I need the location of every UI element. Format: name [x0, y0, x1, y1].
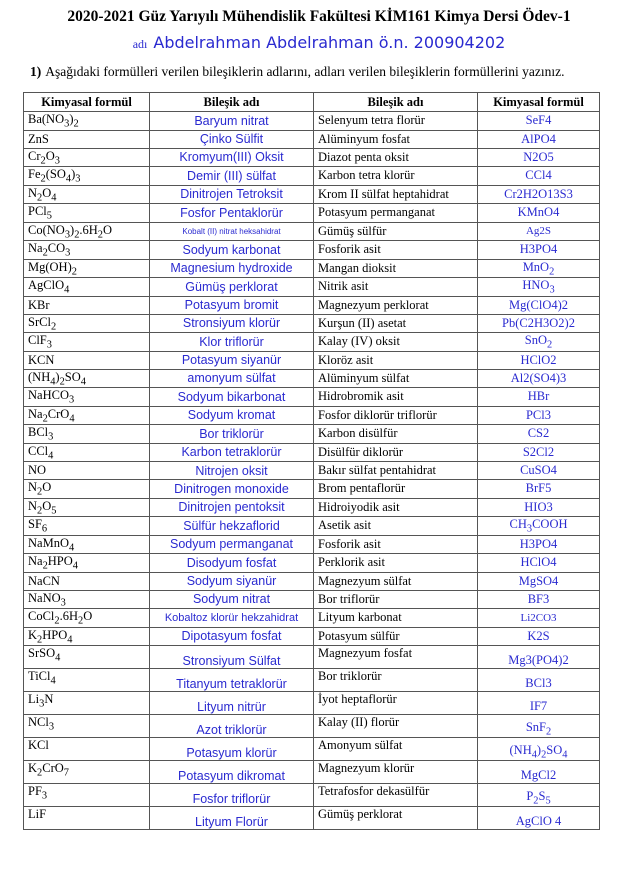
answer-formula-cell: HIO3 [478, 498, 600, 517]
answer-formula-cell: HClO2 [478, 351, 600, 369]
given-name-cell: Fosforik asit [314, 535, 478, 554]
answer-formula-cell: CuSO4 [478, 462, 600, 480]
table-row [24, 259, 600, 278]
compound-table [23, 92, 600, 830]
given-name-cell: Kurşun (II) asetat [314, 314, 478, 333]
given-formula-cell: $(NH_4)_2SO_4$ [24, 369, 150, 388]
table-row [24, 425, 600, 444]
given-name-cell: Karbon disülfür [314, 425, 478, 444]
given-formula-cell: NO [24, 462, 150, 480]
given-name-cell: Mangan dioksit [314, 259, 478, 278]
answer-name-cell: Karbon tetraklorür [150, 443, 314, 462]
given-name-cell: Lityum karbonat [314, 609, 478, 628]
answer-name-cell: Dinitrogen monoxide [150, 480, 314, 499]
table-row [24, 222, 600, 241]
given-name-cell: Brom pentaflorür [314, 480, 478, 499]
answer-name-cell: Klor triflorür [150, 333, 314, 352]
answer-formula-cell: PCl3 [478, 406, 600, 425]
answer-name-cell: Baryum nitrat [150, 112, 314, 131]
given-formula-cell: $N_2O_5$ [24, 498, 150, 517]
student-name-line [0, 33, 638, 52]
given-formula-cell: AgClO$_4$ [24, 278, 150, 297]
table-row [24, 807, 600, 830]
answer-formula-cell: S2Cl2 [478, 443, 600, 462]
given-name-cell: Hidroiyodik asit [314, 498, 478, 517]
answer-name-cell: Lityum Florür [150, 807, 314, 830]
answer-name-cell: Çinko Sülfit [150, 130, 314, 148]
given-name-cell: Tetrafosfor dekasülfür [314, 784, 478, 807]
table-row [24, 241, 600, 260]
name-prefix: adı [132, 37, 148, 51]
answer-formula-cell: Li2CO3 [478, 609, 600, 628]
answer-name-cell: Demir (III) sülfat [150, 167, 314, 186]
given-formula-cell: $Li_3N$ [24, 692, 150, 715]
given-name-cell: Bor triflorür [314, 590, 478, 609]
table-row [24, 369, 600, 388]
answer-name-cell: Kobalt (II) nitrat heksahidrat [150, 222, 314, 241]
given-formula-cell: $N_2O_4$ [24, 185, 150, 204]
given-formula-cell: KCl [24, 738, 150, 761]
table-header-row [24, 93, 600, 112]
given-formula-cell: ClF$_3$ [24, 333, 150, 352]
answer-formula-cell: K2S [478, 627, 600, 646]
answer-formula-cell: $P_2S_5$ [478, 784, 600, 807]
answer-formula-cell: Mg3(PO4)2 [478, 646, 600, 669]
answer-name-cell: Sodyum kromat [150, 406, 314, 425]
given-name-cell: Potasyum permanganat [314, 204, 478, 223]
answer-formula-cell: $CH_3COOH$ [478, 517, 600, 536]
answer-formula-cell: Cr2H2O13S3 [478, 185, 600, 204]
given-formula-cell: PCl$_5$ [24, 204, 150, 223]
answer-formula-cell: MgCl2 [478, 761, 600, 784]
answer-name-cell: Lityum nitrür [150, 692, 314, 715]
table-row [24, 351, 600, 369]
given-name-cell: Gümüş sülfür [314, 222, 478, 241]
given-name-cell: Magnezyum sülfat [314, 572, 478, 590]
given-formula-cell: $Fe_2(SO_4)_3$ [24, 167, 150, 186]
table-row [24, 692, 600, 715]
answer-formula-cell: CCl4 [478, 167, 600, 186]
given-name-cell: Krom II sülfat heptahidrat [314, 185, 478, 204]
header-formula-2: Kimyasal formül [478, 93, 600, 112]
answer-name-cell: Azot triklorür [150, 715, 314, 738]
given-name-cell: Gümüş perklorat [314, 807, 478, 830]
answer-formula-cell: MgSO4 [478, 572, 600, 590]
given-formula-cell: $K_2HPO_4$ [24, 627, 150, 646]
answer-formula-cell: HBr [478, 388, 600, 407]
given-formula-cell: NCl$_3$ [24, 715, 150, 738]
answer-name-cell: Potasyum dikromat [150, 761, 314, 784]
answer-name-cell: Sodyum siyanür [150, 572, 314, 590]
answer-formula-cell: SnO$_2$ [478, 333, 600, 352]
given-name-cell: Magnezyum klorür [314, 761, 478, 784]
header-name-2: Bileşik adı [314, 93, 478, 112]
given-formula-cell: NaCN [24, 572, 150, 590]
given-name-cell: Potasyum sülfür [314, 627, 478, 646]
given-formula-cell: $K_2CrO_7$ [24, 761, 150, 784]
answer-formula-cell: BrF5 [478, 480, 600, 499]
answer-name-cell: Potasyum klorür [150, 738, 314, 761]
answer-name-cell: Potasyum bromit [150, 296, 314, 314]
question-number: 1) [30, 64, 42, 79]
table-row [24, 627, 600, 646]
header-name-1: Bileşik adı [150, 93, 314, 112]
given-name-cell: Magnezyum perklorat [314, 296, 478, 314]
table-row [24, 715, 600, 738]
table-row [24, 112, 600, 131]
answer-name-cell: Fosfor triflorür [150, 784, 314, 807]
given-name-cell: Asetik asit [314, 517, 478, 536]
table-row [24, 388, 600, 407]
answer-name-cell: Sülfür hekzaflorid [150, 517, 314, 536]
answer-formula-cell: Al2(SO4)3 [478, 369, 600, 388]
table-row [24, 669, 600, 692]
given-formula-cell: CCl$_4$ [24, 443, 150, 462]
answer-formula-cell: BCl3 [478, 669, 600, 692]
table-row [24, 590, 600, 609]
student-name: Abdelrahman Abdelrahman ö.n. 200904202 [153, 33, 506, 52]
answer-name-cell: Stronsiyum Sülfat [150, 646, 314, 669]
table-row [24, 314, 600, 333]
given-formula-cell: TiCl$_4$ [24, 669, 150, 692]
table-row [24, 609, 600, 628]
answer-name-cell: Dinitrojen pentoksit [150, 498, 314, 517]
given-name-cell: Fosfor diklorür triflorür [314, 406, 478, 425]
given-name-cell: Fosforik asit [314, 241, 478, 260]
given-name-cell: İyot heptaflorür [314, 692, 478, 715]
answer-formula-cell: H3PO4 [478, 241, 600, 260]
answer-formula-cell: AlPO4 [478, 130, 600, 148]
given-name-cell: Disülfür diklorür [314, 443, 478, 462]
table-row [24, 443, 600, 462]
given-formula-cell: $Co(NO_3)_2.6H_2O$ [24, 222, 150, 241]
answer-name-cell: Sodyum nitrat [150, 590, 314, 609]
given-formula-cell: KBr [24, 296, 150, 314]
answer-name-cell: Sodyum permanganat [150, 535, 314, 554]
answer-name-cell: Gümüş perklorat [150, 278, 314, 297]
answer-name-cell: amonyum sülfat [150, 369, 314, 388]
header-formula-1: Kimyasal formül [24, 93, 150, 112]
table-row [24, 535, 600, 554]
table-row [24, 406, 600, 425]
answer-name-cell: Kromyum(III) Oksit [150, 148, 314, 167]
answer-name-cell: Magnesium hydroxide [150, 259, 314, 278]
given-formula-cell: $CoCl_2.6H_2O$ [24, 609, 150, 628]
given-name-cell: Kloröz asit [314, 351, 478, 369]
answer-name-cell: Sodyum bikarbonat [150, 388, 314, 407]
answer-formula-cell: BF3 [478, 590, 600, 609]
given-formula-cell: $N_2O$ [24, 480, 150, 499]
answer-name-cell: Sodyum karbonat [150, 241, 314, 260]
answer-name-cell: Titanyum tetraklorür [150, 669, 314, 692]
answer-formula-cell: MnO$_2$ [478, 259, 600, 278]
given-name-cell: Amonyum sülfat [314, 738, 478, 761]
given-name-cell: Diazot penta oksit [314, 148, 478, 167]
table-row [24, 784, 600, 807]
given-formula-cell: $Ba(NO_3)_2$ [24, 112, 150, 131]
answer-formula-cell: $HNO_3$ [478, 278, 600, 297]
given-name-cell: Perklorik asit [314, 554, 478, 573]
given-formula-cell: KCN [24, 351, 150, 369]
given-formula-cell: NaMnO$_4$ [24, 535, 150, 554]
given-formula-cell: $SF_6$ [24, 517, 150, 536]
given-name-cell: Bor triklorür [314, 669, 478, 692]
given-name-cell: Nitrik asit [314, 278, 478, 297]
given-formula-cell: LiF [24, 807, 150, 830]
question-text: Aşağıdaki formülleri verilen bileşiklerin adlarını, adları verilen bileşiklerin formüllerini yazınız. [45, 64, 565, 79]
answer-formula-cell: SeF4 [478, 112, 600, 131]
answer-formula-cell: CS2 [478, 425, 600, 444]
table-row [24, 517, 600, 536]
given-formula-cell: $Na_2CrO_4$ [24, 406, 150, 425]
answer-formula-cell: HClO4 [478, 554, 600, 573]
given-formula-cell: $Na_2CO_3$ [24, 241, 150, 260]
given-name-cell: Magnezyum fosfat [314, 646, 478, 669]
table-row [24, 130, 600, 148]
table-row [24, 646, 600, 669]
answer-name-cell: Fosfor Pentaklorür [150, 204, 314, 223]
table-row [24, 185, 600, 204]
table-row [24, 761, 600, 784]
answer-name-cell: Potasyum siyanür [150, 351, 314, 369]
table-row [24, 572, 600, 590]
answer-formula-cell: N2O5 [478, 148, 600, 167]
answer-formula-cell: SnF$_2$ [478, 715, 600, 738]
given-formula-cell: NaHCO$_3$ [24, 388, 150, 407]
answer-formula-cell: $(NH_4)_2SO_4$ [478, 738, 600, 761]
given-name-cell: Alüminyum sülfat [314, 369, 478, 388]
given-formula-cell: SrCl$_2$ [24, 314, 150, 333]
given-name-cell: Hidrobromik asit [314, 388, 478, 407]
answer-name-cell: Nitrojen oksit [150, 462, 314, 480]
table-row [24, 462, 600, 480]
answer-name-cell: Stronsiyum klorür [150, 314, 314, 333]
answer-formula-cell: IF7 [478, 692, 600, 715]
table-row [24, 333, 600, 352]
answer-formula-cell: KMnO4 [478, 204, 600, 223]
answer-name-cell: Kobaltoz klorür hekzahidrat [150, 609, 314, 628]
given-formula-cell: ZnS [24, 130, 150, 148]
answer-name-cell: Dipotasyum fosfat [150, 627, 314, 646]
table-row [24, 480, 600, 499]
answer-formula-cell: Pb(C2H3O2)2 [478, 314, 600, 333]
table-row [24, 738, 600, 761]
answer-formula-cell: H3PO4 [478, 535, 600, 554]
table-row [24, 167, 600, 186]
given-name-cell: Selenyum tetra florür [314, 112, 478, 131]
table-row [24, 498, 600, 517]
answer-formula-cell: Mg(ClO4)2 [478, 296, 600, 314]
table-body [24, 112, 600, 830]
answer-formula-cell: Ag2S [478, 222, 600, 241]
given-formula-cell: $Cr_2O_3$ [24, 148, 150, 167]
table-row [24, 148, 600, 167]
given-formula-cell: SrSO$_4$ [24, 646, 150, 669]
table-row [24, 278, 600, 297]
table-row [24, 204, 600, 223]
given-name-cell: Karbon tetra klorür [314, 167, 478, 186]
given-formula-cell: BCl$_3$ [24, 425, 150, 444]
given-name-cell: Alüminyum fosfat [314, 130, 478, 148]
table-row [24, 296, 600, 314]
answer-name-cell: Dinitrojen Tetroksit [150, 185, 314, 204]
given-formula-cell: $PF_3$ [24, 784, 150, 807]
given-name-cell: Kalay (II) florür [314, 715, 478, 738]
question-line [30, 64, 564, 80]
given-formula-cell: NaNO$_3$ [24, 590, 150, 609]
answer-name-cell: Bor triklorür [150, 425, 314, 444]
answer-name-cell: Disodyum fosfat [150, 554, 314, 573]
answer-formula-cell: AgClO 4 [478, 807, 600, 830]
document-title: 2020-2021 Güz Yarıyılı Mühendislik Fakültesi KİM161 Kimya Dersi Ödev-1 [67, 8, 571, 25]
table-row [24, 554, 600, 573]
given-formula-cell: $Na_2HPO_4$ [24, 554, 150, 573]
given-formula-cell: $Mg(OH)_2$ [24, 259, 150, 278]
given-name-cell: Kalay (IV) oksit [314, 333, 478, 352]
given-name-cell: Bakır sülfat pentahidrat [314, 462, 478, 480]
